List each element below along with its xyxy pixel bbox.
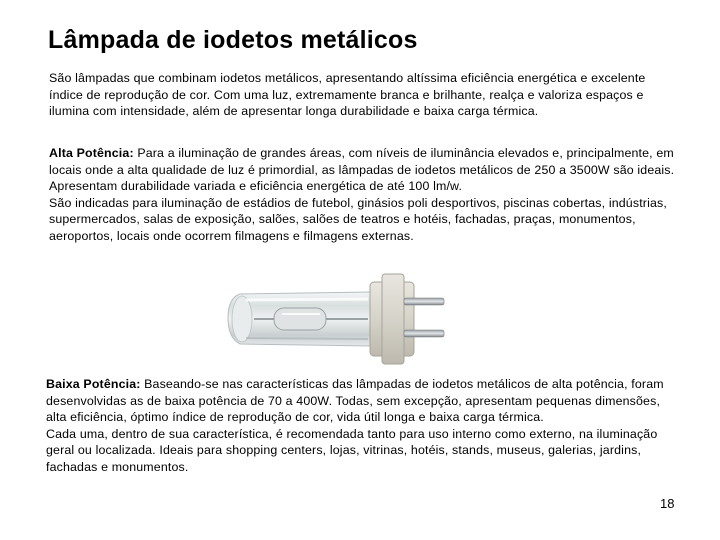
high-power-text-1: Para a iluminação de grandes áreas, com níveis de iluminância elevados e, principalmente, em locais onde a alta qualidade de luz é primordial, as lâmpadas de iodetos metálicos de 250 a 3500W são ideais.: [49, 146, 675, 177]
high-power-heading: Alta Potência:: [49, 146, 134, 160]
high-power-text-3: São indicadas para iluminação de estádios de futebol, ginásios poli desportivos, piscinas cobertas, indústrias, supermercados, salas de exposição, salões, salões de teatros e hotéis, fachadas, praças, monumentos, aeroportos, locais onde ocorrem filmagens e filmagens externas.: [49, 195, 667, 243]
low-power-text-1: Baseando-se nas características das lâmpadas de iodetos metálicos de alta potência, foram desenvolvidas as de baixa potência de 70 a 400W. Todas, sem excepção, apresentam pequenas dimensões, alta eficiência, óptimo índice de reprodução de cor, vida útil longa e baixa carga térmica.: [46, 377, 664, 425]
low-power-text-2: Cada uma, dentro de sua característica, é recomendada tanto para uso interno como externo, na iluminação geral ou localizada. Ideais para shopping centers, lojas, vitrinas, hotéis, stands, museus, galerias, jardins, fachadas e monumentos.: [46, 426, 658, 474]
high-power-section: [49, 145, 679, 245]
high-power-text-2: Apresentam durabilidade variada e eficiência energética de até 100 lm/w.: [49, 179, 463, 194]
metal-halide-lamp-icon: [222, 268, 450, 370]
page-title: Lâmpada de iodetos metálicos: [48, 26, 418, 54]
low-power-section: [46, 376, 678, 476]
page-number: 18: [660, 496, 675, 511]
low-power-heading: Baixa Potência:: [46, 377, 141, 391]
intro-paragraph: São lâmpadas que combinam iodetos metálicos, apresentando altíssima eficiência energética e excelente índice de reprodução de cor. Com uma luz, extremamente branca e brilhante, realça e valoriza espaços e ilumina com intensidade, além de apresentar longa durabilidade e baixa carga térmica.: [49, 71, 646, 119]
